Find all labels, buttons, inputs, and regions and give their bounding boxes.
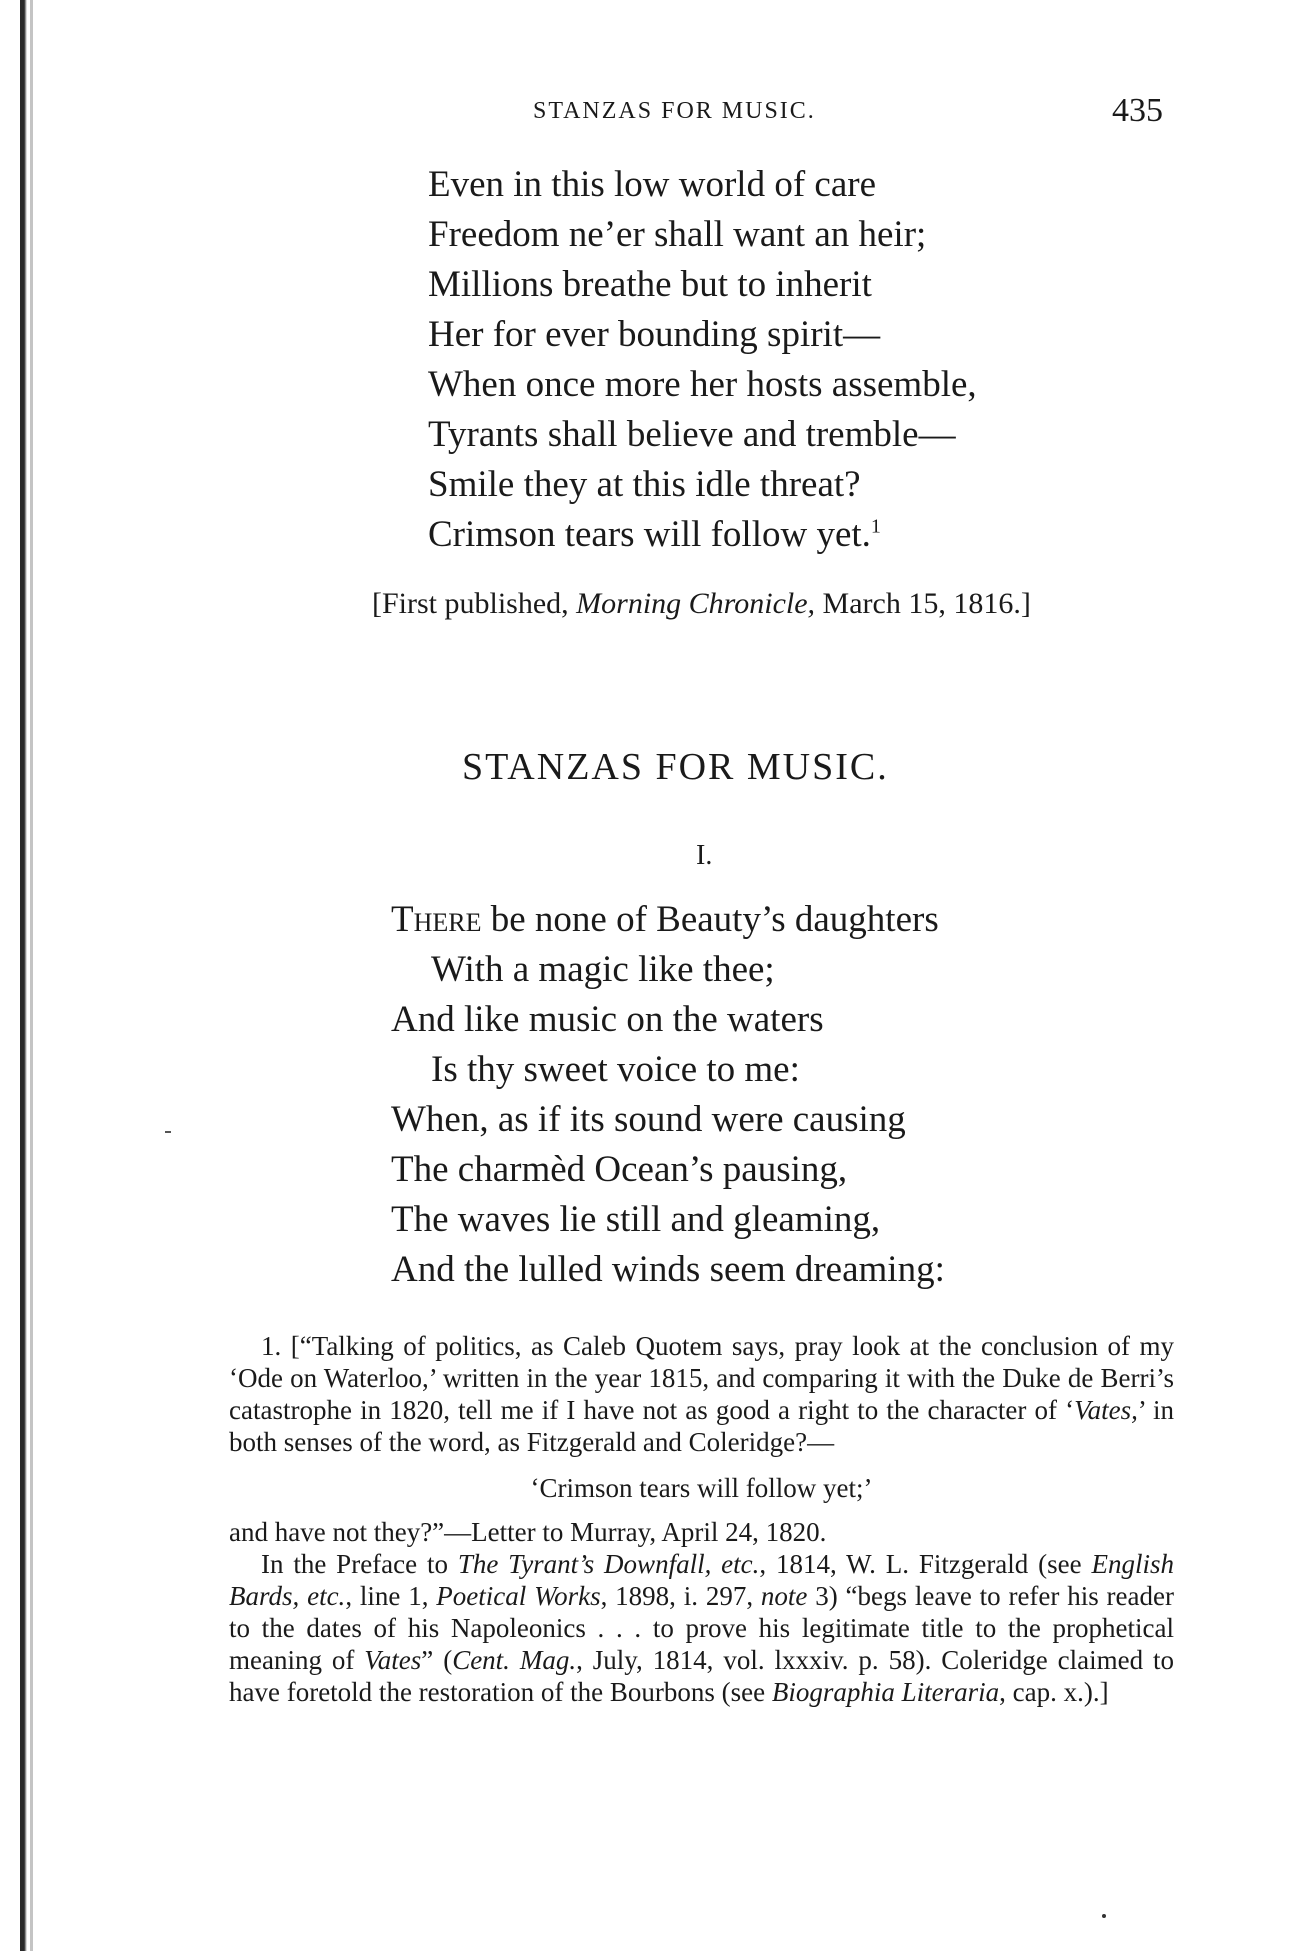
footnote-paragraph xyxy=(229,1330,1174,1458)
verse-line: Is thy sweet voice to me: xyxy=(431,1049,800,1090)
footnote-text: , line 1, xyxy=(345,1581,437,1611)
binding-shadow xyxy=(30,0,33,1951)
verse-line: Even in this low world of care xyxy=(428,164,876,205)
verse-line: The waves lie still and gleaming, xyxy=(391,1199,881,1240)
page-number: 435 xyxy=(1112,92,1163,129)
publication-note xyxy=(372,587,1031,621)
footnote-italic: note xyxy=(760,1581,808,1611)
scan-speck xyxy=(1102,1914,1106,1918)
publication-date: March 15, 1816.] xyxy=(822,587,1031,620)
footnote-marker: 1 xyxy=(870,515,881,538)
verse-line: Millions breathe but to inherit xyxy=(428,264,872,305)
footnote-paragraph xyxy=(229,1548,1174,1708)
footnote-text: 3) “begs leave to refer his reader to the dates of his Napoleonics . . . to prove his legitimate title to the prophetical meaning of xyxy=(229,1581,1174,1675)
footnote-paragraph: and have not they?”—Letter to Murray, April 24, 1820. xyxy=(229,1517,827,1547)
footnote-italic: The Tyrant’s Downfall, etc. xyxy=(457,1549,760,1579)
verse-line: The charmèd Ocean’s pausing, xyxy=(391,1149,848,1190)
footnote-italic: Vates, xyxy=(1074,1395,1138,1425)
verse-line-text: Crimson tears will follow yet. xyxy=(428,514,871,555)
poem-2-verse xyxy=(391,895,945,1295)
verse-line: And like music on the waters xyxy=(391,999,824,1040)
verse-line-first xyxy=(391,895,945,945)
footnote-italic: Vates xyxy=(364,1645,422,1675)
verse-line: When once more her hosts assemble, xyxy=(428,364,977,405)
footnote-text: ” ( xyxy=(421,1645,453,1675)
footnote-italic: Poetical Works xyxy=(436,1581,601,1611)
footnote-italic: Biographia Literaria xyxy=(771,1677,1000,1707)
footnote-text: In the Preface to xyxy=(261,1549,458,1579)
footnote-quote: ‘Crimson tears will follow yet;’ xyxy=(530,1473,873,1503)
poem-1-verse xyxy=(428,160,977,560)
verse-line: Freedom ne’er shall want an heir; xyxy=(428,214,927,255)
verse-line-last xyxy=(428,510,977,560)
footnote-text: , July, 1814, vol. lxxxiv. p. 58). Coleridge claimed to have foretold the restoration of the Bourbons (see xyxy=(229,1645,1174,1707)
publication-journal: Morning Chronicle, xyxy=(576,587,816,620)
footnote xyxy=(229,1330,1174,1708)
verse-line: Her for ever bounding spirit— xyxy=(428,314,881,355)
footnote-italic: Cent. Mag. xyxy=(452,1645,577,1675)
verse-line: And the lulled winds seem dreaming: xyxy=(391,1249,945,1290)
verse-line-text: be none of Beauty’s daughters xyxy=(481,899,939,940)
footnote-text: ’ in both senses of the word, as Fitzgerald and Coleridge?— xyxy=(229,1395,1174,1457)
footnote-text: , 1814, W. L. Fitzgerald (see xyxy=(759,1549,1092,1579)
verse-line: Tyrants shall believe and tremble— xyxy=(428,414,956,455)
verse-line: With a magic like thee; xyxy=(431,949,775,990)
first-word: There xyxy=(391,899,482,940)
footnote-text: 1. [“Talking of politics, as Caleb Quotem says, pray look at the conclusion of my ‘Ode on Waterloo,’ written in the year 1815, and comparing it with the Duke de Berri’s catastrophe in 1820, tell me if I have not as good a right to the character of ‘ xyxy=(229,1331,1174,1425)
verse-line: Smile they at this idle threat? xyxy=(428,464,861,505)
footnote-text: , cap. x.).] xyxy=(999,1677,1109,1707)
binding-edge xyxy=(20,0,27,1951)
footnote-italic: English Bards, etc. xyxy=(229,1549,1174,1611)
footnote-text: , 1898, i. 297, xyxy=(600,1581,761,1611)
poem-title: STANZAS FOR MUSIC. xyxy=(462,746,889,788)
stanza-number: I. xyxy=(696,840,713,871)
publication-prefix: [First published, xyxy=(372,587,569,620)
running-head: STANZAS FOR MUSIC. xyxy=(533,98,816,124)
scan-speck xyxy=(165,1131,171,1133)
verse-line: When, as if its sound were causing xyxy=(391,1099,906,1140)
